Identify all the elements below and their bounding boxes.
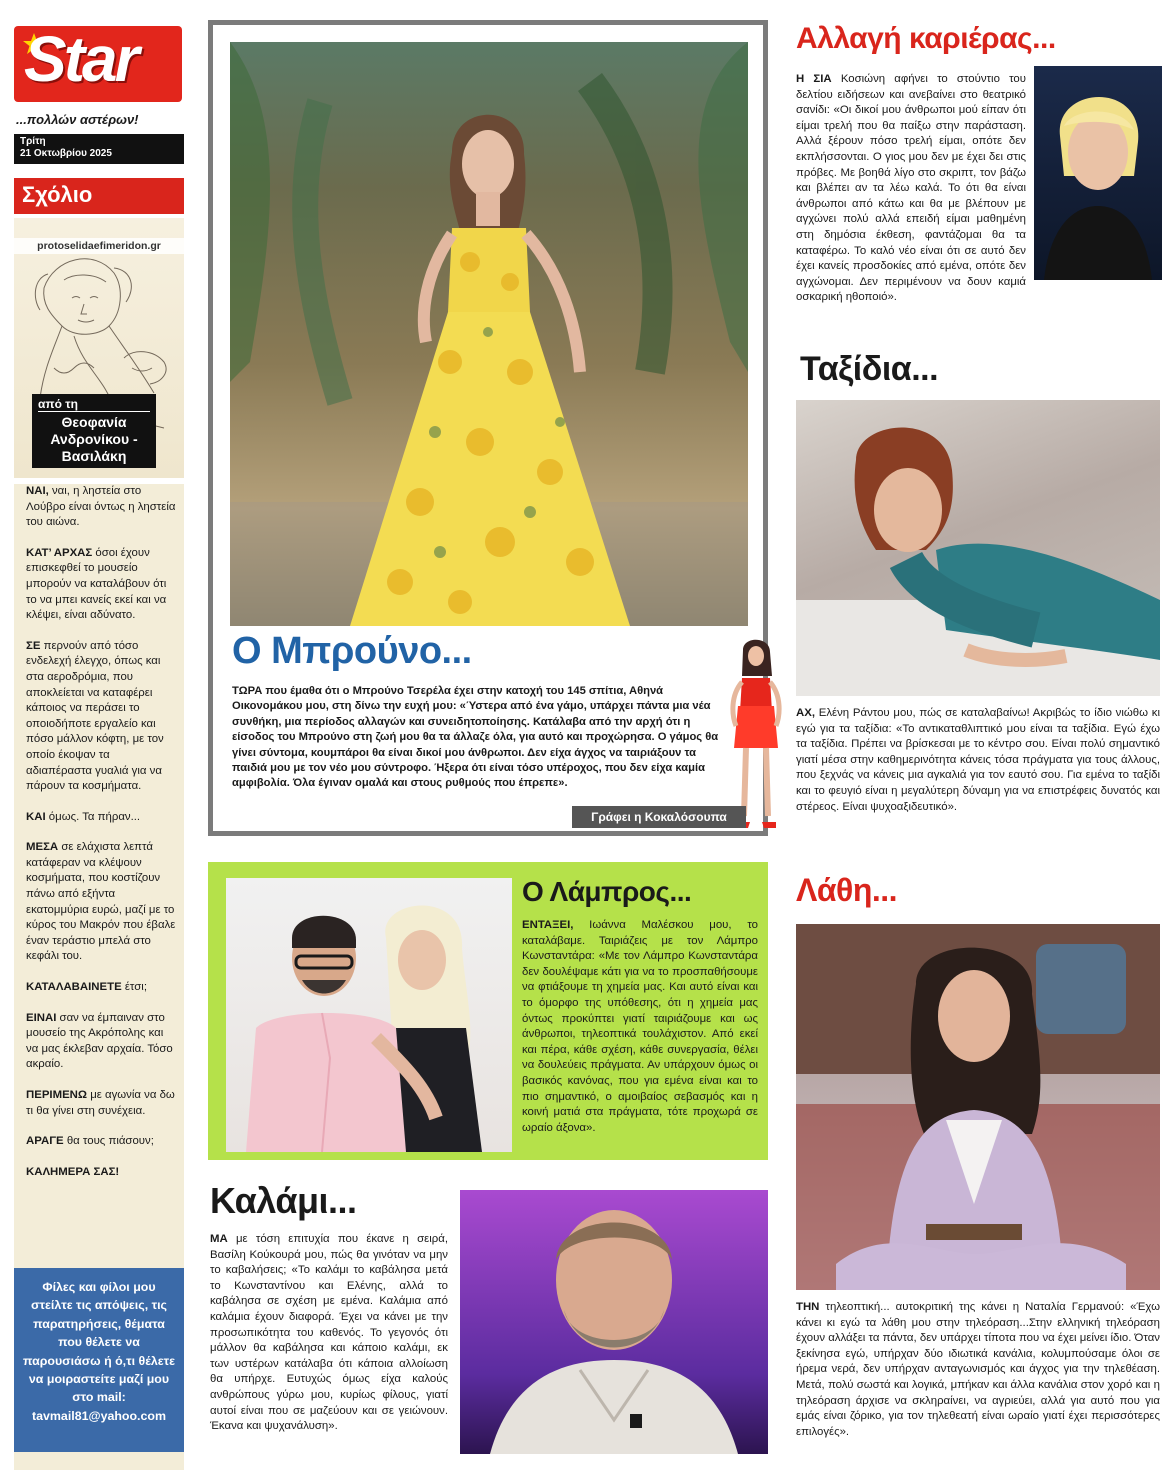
column-paragraph: ΝΑΙ, ναι, η ληστεία στο Λούβρο είναι όντως η ληστεία του αιώνα. [26,485,176,529]
logo-text: Star [24,26,137,95]
lambros-body: ΕΝΤΑΞΕΙ, Ιωάννα Μαλέσκου μου, το καταλάβαμε. Ταιριάζεις με τον Λάμπρο Κωνσταντάρα: «Με τον Λάμπρο Κωνσταντάρα δεν δουλέψαμε κάτι για να το προσπαθήσουμε να φτιάξουμε τη χημεία μας. Και αυτό είναι και το όμορφο της υπόθεσης, ότι η χημεία μας όντως προκύπτει γιατί ταιριάζουμε και ως άνθρωποι, τηλεοπτικά τουλάχιστον. Από εκεί και πέρα, κάθε σχέση, κάθε συνεργασία, θέλει να δουλεύεις πράγματα. Αν υπάρχουν όμως οι βασικός κανόνας, που για εμένα είναι και το πιο σημαντικό, ο αμοιβαίος σεβασμός και η κοινή ματιά στα πράγματα, τότε προχωρά σε ωραίο άξονα». [522,919,758,1134]
kariera-photo-spacer [1026,72,1158,284]
issue-date: 21 Οκτωβρίου 2025 [20,148,112,159]
watermark: protoselidaefimeridon.gr [14,238,184,254]
reader-mail-box: Φίλες και φίλοι μου στείλτε τις απόψεις, τις παρατηρήσεις, θέματα που θέλετε να παρουσιάσω ή ό,τι θέλετε να μοιραστείτε μαζί μου στο mail: tavmail81@yahoo.com [14,1268,184,1452]
author-prefix: από τη [38,397,150,412]
taxidia-body: ΑΧ, Ελένη Ράντου μου, πώς σε καταλαβαίνω! Ακριβώς το ίδιο νιώθω κι εγώ για τα ταξίδια: «Το αντικαταθλιπτικό μου είναι τα ταξίδια. Εγώ έχω τα ταξίδια. Πρέπει να βρίσκεσαι με το κέντρο σου. Είναι πολύ σημαντικό γιατί μέσα στην καθημερινότητα κάνεις τόσα πράγματα για τους άλλους, που ξεχνάς να κάνεις μια αγκαλιά για τον εαυτό σου. Για εμένα το ταξίδι και το φευγιό είναι η μεγαλύτερη δύναμη για να επιστρέφεις δυνατός και στέρεος. Είναι ψυχοαξιδευτικό». [796,707,1160,813]
column-paragraph: ΠΕΡΙΜΕΝΩ με αγωνία να δω τι θα γίνει στη συνέχεια. [26,1089,175,1117]
kalami-headline: Καλάμι... [210,1180,357,1221]
lambros-article-photo [226,878,512,1152]
couple-portrait-image [226,878,512,1152]
column-paragraph: ΚΑΙ όμως. Τα πήραν... [26,810,141,823]
woman-lying-bed-image [796,400,1160,696]
lathi-headline: Λάθη... [796,872,898,908]
kariera-paragraph: Η ΣΙΑ Κοσιώνη αφήνει το στούντιο του δελτίου ειδήσεων και ανεβαίνει στο θεατρικό σανίδι: «Οι δικοί μου άνθρωποι μού είπαν ότι είμαι τρελή που θα παίξω στην παράσταση. Αλλά ξέρουν πόσο τρελή είμαι, οπότε δεν εκπλήσσονται. Ο γιος μου δεν με έχει δει στις πρόβες. Με βοηθά λίγο στο σκριπτ, τον βάζω και βλέπει αν τα λέω καλά. Το ότι θα είναι άνθρωποι από κάτω και θα με βλέπουν με αγχώνει πολύ αλλά επειδή είμαι μαθημένη στη δημόσια έκθεση, φαντάζομαι θα τα καταφέρω. Το καλό νέο είναι ότι σε αυτό δεν έχει κανείς προσδοκίες από εμένα, οπότε δεν αγχώνομαι. Δεν περιμένουν να δουν καμιά οσκαρική ηθοποιό». [796,73,1026,304]
section-title: Σχόλιο [22,182,93,207]
woman-yellow-dress-image [230,42,748,626]
lambros-headline: Ο Λάμπρος... [522,876,692,907]
kariera-headline: Αλλαγή καριέρας... [796,22,1056,55]
woman-lilac-suit-image [796,924,1160,1290]
column-paragraph: ΑΡΑΓΕ θα τους πιάσουν; [26,1135,154,1148]
bruno-article-photo [230,42,748,626]
author-box [32,394,156,468]
date-bar [14,134,184,164]
author-name: Θεοφανία Ανδρονίκου - Βασιλάκη [50,414,138,464]
kalami-body: ΜΑ με τόση επιτυχία που έκανε η σειρά, Βασίλη Κούκουρά μου, πώς θα γινόταν να μην το καβαλήσεις; «Το καλάμι το καβάλησα μετά το Κωνσταντίνου και Ελένης, αλλά το καβάλησα σε σχέση με εμένα. Καλάμια από καλάμια έχουν διαφορά. Έχει να κάνει με την προσωπικότητα του καθενός. Το γεγονός ότι μάλλον θα καβάλησα και κάποιο καλάμι, εκ των υστέρων κατάλαβα ότι κάποια αλλοίωση θα υπήρχε. Ευτυχώς όμως είχα καλούς ανθρώπους γύρω μου, κυρίως φίλους, γιατί αυτοί είναι που σε μαζεύουν και σε γειώνουν. Έκανα και ψυχανάλυση». [210,1233,448,1433]
column-paragraph: ΣΕ περνούν από τόσο ενδελεχή έλεγχο, όπως και στα αεροδρόμια, που αποκλείεται να καταφέρει κάποιος να περάσει το οποιοδήποτε εργαλείο και πόσο μάλλον κόφτη, με τον οποίο έκοψαν τα αδιαπέραστα γυαλιά για να πάρουν τα κοσμήματα. [26,639,164,793]
section-header [14,178,184,214]
issue-day: Τρίτη [20,136,46,147]
bruno-headline: Ο Μπρούνο... [232,630,472,672]
lathi-article-photo [796,924,1160,1290]
column-paragraph: ΚΑΤ’ ΑΡΧΑΣ όσοι έχουν επισκεφθεί το μουσείο μπορούν να καταλάβουν ότι το να μπει κανείς εκεί και να κλέψει, είναι αδύνατο. [26,546,167,622]
bruno-body: ΤΩΡΑ που έμαθα ότι ο Μπρούνο Τσερέλα έχει στην κατοχή του 145 σπίτια, Αθηνά Οικονομάκου μου, στη δίνω την ευχή μου: «Ύστερα από ένα γάμο, υπάρχει πάντα μια νέα συνθήκη, μια περίοδος αλλαγών και συνειδητοποίησης. Κατάλαβα από την αρχή ότι η είσοδος του Μπρούνο στη ζωή μου θα τα άλλαζε όλα, για αυτό και προχώρησα. Ο γάμος θα γίνει σύντομα, κουμπάροι θα είναι δικοί μου άνθρωποι. Δεν είχα άγχος να ταιριάξουν τα παιδιά μου με τον νέο μου σύντροφο. Ήξερα ότι είναι τόσο υπέροχος, που δεν είχα καμία αμφιβολία. Όλα έγιναν ομαλά και στους ρυθμούς που έπρεπε». [232,685,719,790]
taxidia-headline: Ταξίδια... [800,350,939,388]
tagline: ...πολλών αστέρων! [16,112,139,127]
kariera-body [796,72,1158,306]
column-paragraph: ΕΙΝΑΙ σαν να έμπαιναν στο μουσείο της Ακρόπολης και να μας έκλεβαν αρχαία. Τόσο ακραίο. [26,1011,173,1071]
column-text [26,484,178,1195]
column-paragraph: ΚΑΤΑΛΑΒΑΙΝΕΤΕ έτσι; [26,981,147,994]
byline-credit: Γράφει η Κοκαλόσουπα [572,806,746,828]
taxidia-article-photo [796,400,1160,696]
man-tv-studio-image [460,1190,768,1454]
kalami-article-photo [460,1190,768,1454]
lathi-body: ΤΗΝ τηλεοπτική... αυτοκριτική της κάνει η Ναταλία Γερμανού: «Έχω κάνει κι εγώ τα λάθη μου στην τηλεόραση...Στην ελληνική τηλεόραση έχουν αλλάξει τα πάντα, δεν υπάρχει τίποτα που να έχει μείνει ίδιο. Όταν ξεκίνησα εγώ, υπήρχαν δύο ιδιωτικά κανάλια, κολυμπούσαμε όλοι σε ήρεμα νερά, δεν υπήρχαν ανταγωνισμός και άγχος για την τηλεθέαση. Μετά, πολύ σωστά και λογικά, μπήκαν και άλλα κανάλια στον χορό και η τηλεόραση άρχισε να σκληραίνει, να αγριεύει, αλλά για αυτό που για εμάς είναι ζόρικο, για τον τηλεθεατή είναι ωραίο γιατί έχει περισσότερες επιλογές». [796,1301,1160,1438]
column-paragraph: ΜΕΣΑ σε ελάχιστα λεπτά κατάφεραν να κλέψουν κοσμήματα, που κοστίζουν πάνω από εξήντα εκατομμύρια ευρώ, μαζί με το κύρος του Μακρόν που έβαλε έναν τεράστιο μπελά στο κεφάλι του. [26,841,176,963]
column-paragraph: ΚΑΛΗΜΕΡΑ ΣΑΣ! [26,1165,120,1178]
star-logo [14,26,182,102]
